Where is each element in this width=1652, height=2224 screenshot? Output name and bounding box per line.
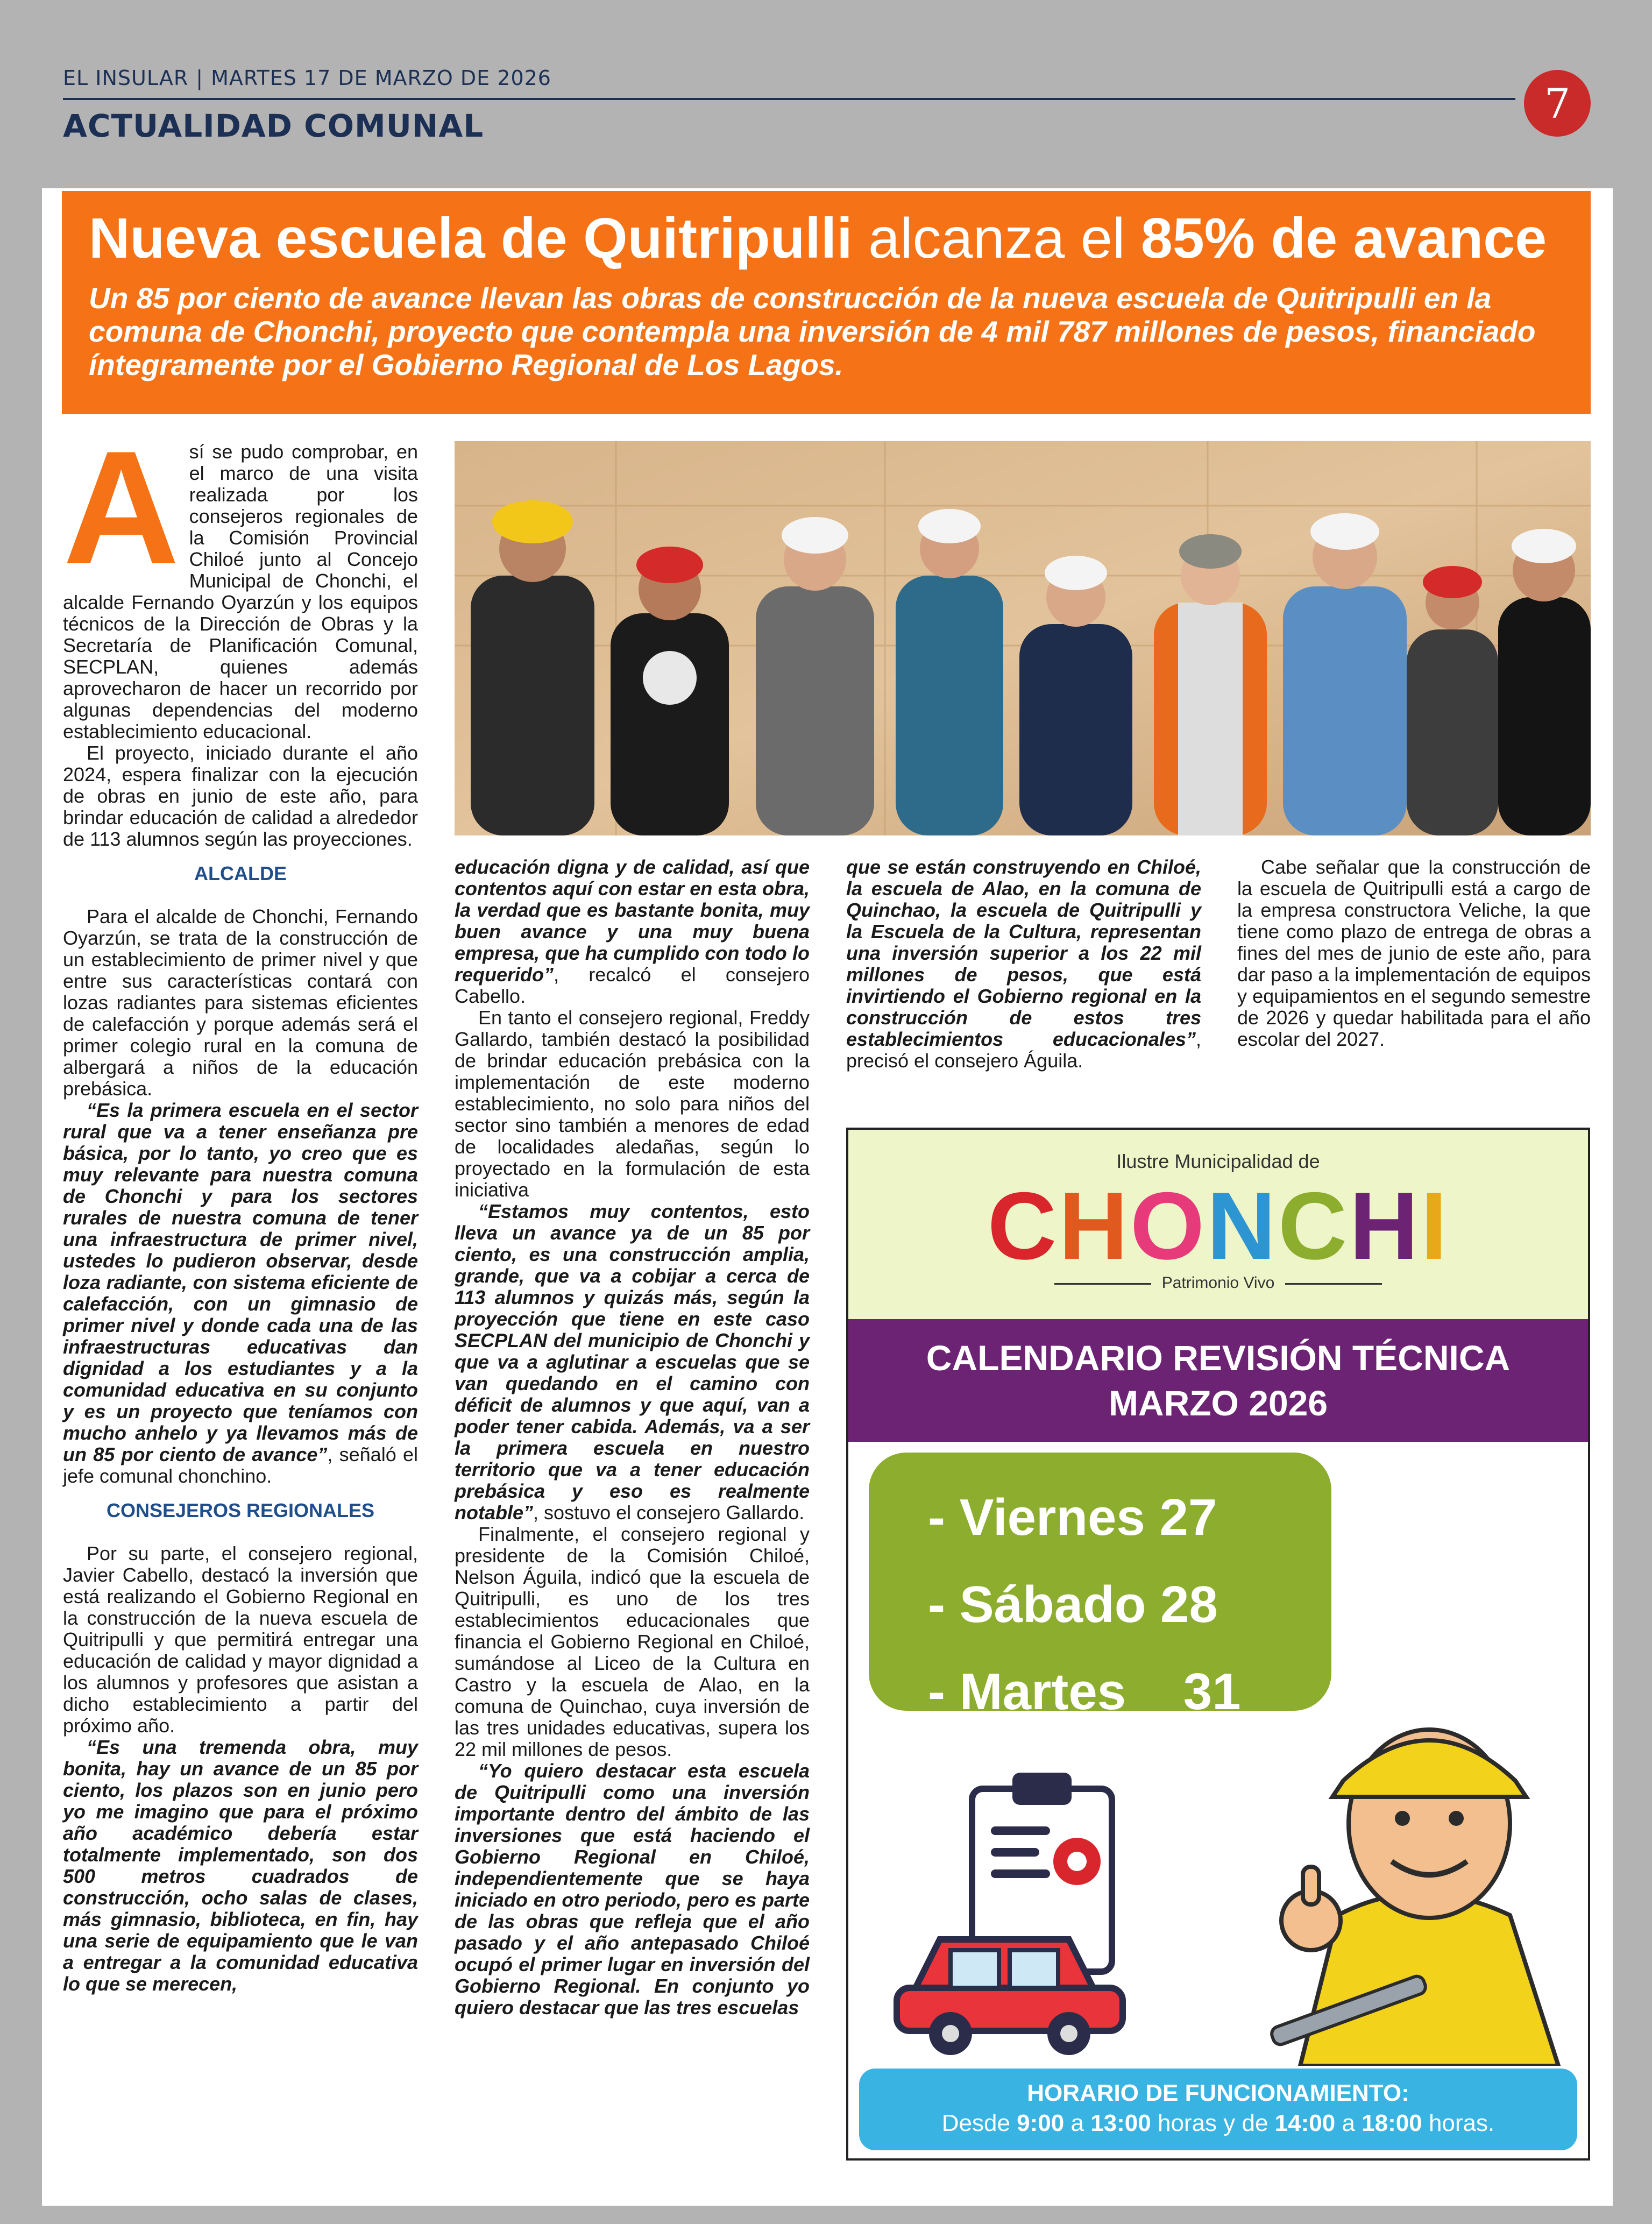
quote-aguila-part2: que se están construyendo en Chiloé, la escuela de Alao, en la comuna de Quinchao, la escuela de Quitripulli y la Escuela de la Cultura, representan una inversión superior a los 22 mil millones de pesos, que está invirtiendo el Gobierno regional en la construcción de estos tres establecimientos educacionales”, precisó el consejero Águila. <box>846 856 1201 1072</box>
chonchi-advertisement <box>846 1128 1590 2161</box>
section-title: ACTUALIDAD COMUNAL <box>63 108 484 144</box>
paper-name: EL INSULAR <box>63 66 189 90</box>
ad-date-2: - Sábado 28 <box>928 1576 1218 1633</box>
ad-title-line2: MARZO 2026 <box>1108 1383 1328 1423</box>
drop-cap: A <box>63 417 180 598</box>
subheading-consejeros: CONSEJEROS REGIONALES <box>106 1499 375 1521</box>
issue-date: MARTES 17 DE MARZO DE 2026 <box>211 66 551 90</box>
photo-illustration <box>455 441 1591 835</box>
paragraph-project: El proyecto, iniciado durante el año 2024, espera finalizar con la ejecución de obras en junio de este año, para brindar educación de calidad a alrededor de 113 alumnos según las proyecciones. <box>63 742 418 850</box>
headline <box>89 206 1547 271</box>
paragraph-gallardo: En tanto el consejero regional, Freddy Gallardo, también destacó la posibilidad de brindar educación prebásica con la implementación de este moderno establecimiento, no solo para niños del sector sino también a menores de edad de localidades aledañas, según lo proyectado en la formulación de esta iniciativa <box>455 1007 810 1201</box>
subheading-alcalde: ALCALDE <box>194 862 287 884</box>
ad-tagline: Patrimonio Vivo <box>848 1274 1588 1292</box>
column-4 <box>1237 856 1591 1050</box>
paragraph-aguila: Finalmente, el consejero regional y presidente de la Comisión Chiloé, Nelson Águila, indicó que la escuela de Quitripulli, es uno de los tres establecimientos educacionales que financia el Gobierno Regional en Chiloé, sumándose al Liceo de la Cultura en Castro y la escuela de Alao, en la comuna de Quinchao, cuya inversión de las tres unidades educativas, supera los 22 mil millones de pesos. <box>455 1523 810 1760</box>
ad-date-3: - Martes 31 <box>928 1663 1241 1720</box>
clipboard-car-illustration <box>891 1767 1171 2058</box>
ad-hours-title: HORARIO DE FUNCIONAMIENTO: <box>1027 2080 1409 2106</box>
ad-date-1: - Viernes 27 <box>928 1489 1217 1546</box>
quote-cabello-part2: educación digna y de calidad, así que contentos aquí con estar en esta obra, la verdad que es bastante bonita, muy buen avance y una muy buena empresa, que ha cumplido con todo lo requerido”, recalcó el consejero Cabello. <box>455 856 810 1007</box>
ad-hours-box <box>859 2069 1577 2150</box>
ad-dates-box <box>869 1453 1331 1720</box>
ad-municipality: Ilustre Municipalidad de <box>1116 1150 1320 1172</box>
masthead <box>63 66 551 90</box>
ad-title-line1: CALENDARIO REVISIÓN TÉCNICA <box>926 1338 1511 1378</box>
paragraph-alcalde: Para el alcalde de Chonchi, Fernando Oyarzún, se trata de la construcción de un establecimiento de primer nivel y que entre sus características contará con lozas radiantes para sistemas eficientes de calefacción y porque además será el primer colegio rural en la comuna de albergará a niños de la educación prebásica. <box>63 905 418 1100</box>
quote-alcalde: “Es la primera escuela en el sector rural que va a tener enseñanza pre básica, por lo tanto, yo creo que es muy relevante para nuestra comuna de Chonchi y para los sectores rurales de nuestra comuna de tener una infraestructura de primer nivel, ustedes lo pudieron observar, desde loza radiante, con sistema eficiente de calefacción, con un gimnasio de primer nivel y donde cada una de las infraestructuras educativas dan dignidad a los estudiantes y a la comunidad educativa en su conjunto y es un proyecto que teníamos con mucho anhelo y ya llevamos más de un 85 por ciento de avance”, señaló el jefe comunal chonchino. <box>63 1099 418 1487</box>
quote-gallardo: “Estamos muy contentos, esto lleva un avance ya de un 85 por ciento, es una construcción amplia, grande, que va a cobijar a cerca de 113 alumnos y quizás más, según la proyección que tiene en este caso SECPLAN del municipio de Chonchi y que va a aglutinar a escuelas que se van quedando en el camino con déficit de alumnos y que aquí, van a poder tener cabida. Además, va a ser la primera escuela en nuestro territorio que va a tener educación prebásica y eso es realmente notable”, sostuvo el consejero Gallardo. <box>455 1200 810 1524</box>
paragraph-cabello: Por su parte, el consejero regional, Javier Cabello, destacó la inversión que está realizando el Gobierno Regional en la construcción de la nueva escuela de Quitripulli y que permitirá entregar una educación de calidad y mayor dignidad a los alumnos y profesores que asistan a dicho establecimiento a partir del próximo año. <box>63 1542 418 1737</box>
ad-title <box>848 1319 1588 1442</box>
quote-cabello-part1: “Es una tremenda obra, muy bonita, hay un avance de un 85 por ciento, los plazos son en junio pero yo me imagino que para el próximo año académico debería estar totalmente implementado, son dos 500 metros cuadrados de construcción, ocho salas de clases, más gimnasio, biblioteca, en fin, hay una serie de equipamiento que le van a entregar a la comunidad educativa lo que se merecen, <box>63 1736 418 1995</box>
headline-part-2: alcanza el <box>868 207 1125 270</box>
masthead-rule <box>63 98 1515 100</box>
mechanic-illustration <box>1257 1689 1590 2066</box>
ad-hours-detail: Desde 9:00 a 13:00 horas y de 14:00 a 18:00 horas. <box>941 2110 1495 2136</box>
group-photo <box>455 441 1591 835</box>
chonchi-logo <box>966 1178 1471 1270</box>
column-3 <box>846 856 1201 1072</box>
svg-text:CHONCHI: CHONCHI <box>987 1178 1450 1270</box>
page-number: 7 <box>1524 70 1591 137</box>
headline-banner <box>62 191 1591 414</box>
headline-part-1: Nueva escuela de Quitripulli <box>89 207 853 270</box>
column-2 <box>455 856 810 2018</box>
paragraph-constructora: Cabe señalar que la construcción de la escuela de Quitripulli está a cargo de la empresa constructora Veliche, la que tiene como plazo de entrega de obras a fines del mes de junio de este año, para dar paso a la implementación de equipos y equipamientos en el segundo semestre de 2026 y quedar habilitada para el año escolar del 2027. <box>1237 856 1591 1050</box>
ad-logo-area <box>848 1130 1588 1319</box>
paragraph-intro: sí se pudo comprobar, en el marco de una visita realizada por los consejeros regionales de la Comisión Provincial Chiloé junto al Concejo Municipal de Chonchi, el alcalde Fernando Oyarzún y los equipos técnicos de la Dirección de Obras y la Secretaría de Planificación Comunal, SECPLAN, quienes además aprovecharon de hacer un recorrido por algunas dependencias del moderno establecimiento educacional. <box>63 441 418 742</box>
masthead-separator: | <box>196 66 204 90</box>
headline-part-3: 85% de avance <box>1140 207 1547 270</box>
subheadline: Un 85 por ciento de avance llevan las obras de construcción de la nueva escuela de Quitripulli en la comuna de Chonchi, proyecto que contempla una inversión de 4 mil 787 millones de pesos, financiado íntegramente por el Gobierno Regional de Los Lagos. <box>89 281 1536 381</box>
quote-aguila-part1: “Yo quiero destacar esta escuela de Quitripulli como una inversión importante dentro del ámbito de las inversiones que está haciendo el Gobierno Regional en Chiloé, independientemente que se haya iniciado en otro periodo, pero es parte de las obras que refleja que el año pasado y el año antepasado Chiloé ocupó el primer lugar en inversión del Gobierno Regional. En conjunto yo quiero destacar que las tres escuelas <box>455 1760 810 2018</box>
column-1 <box>63 417 418 1995</box>
